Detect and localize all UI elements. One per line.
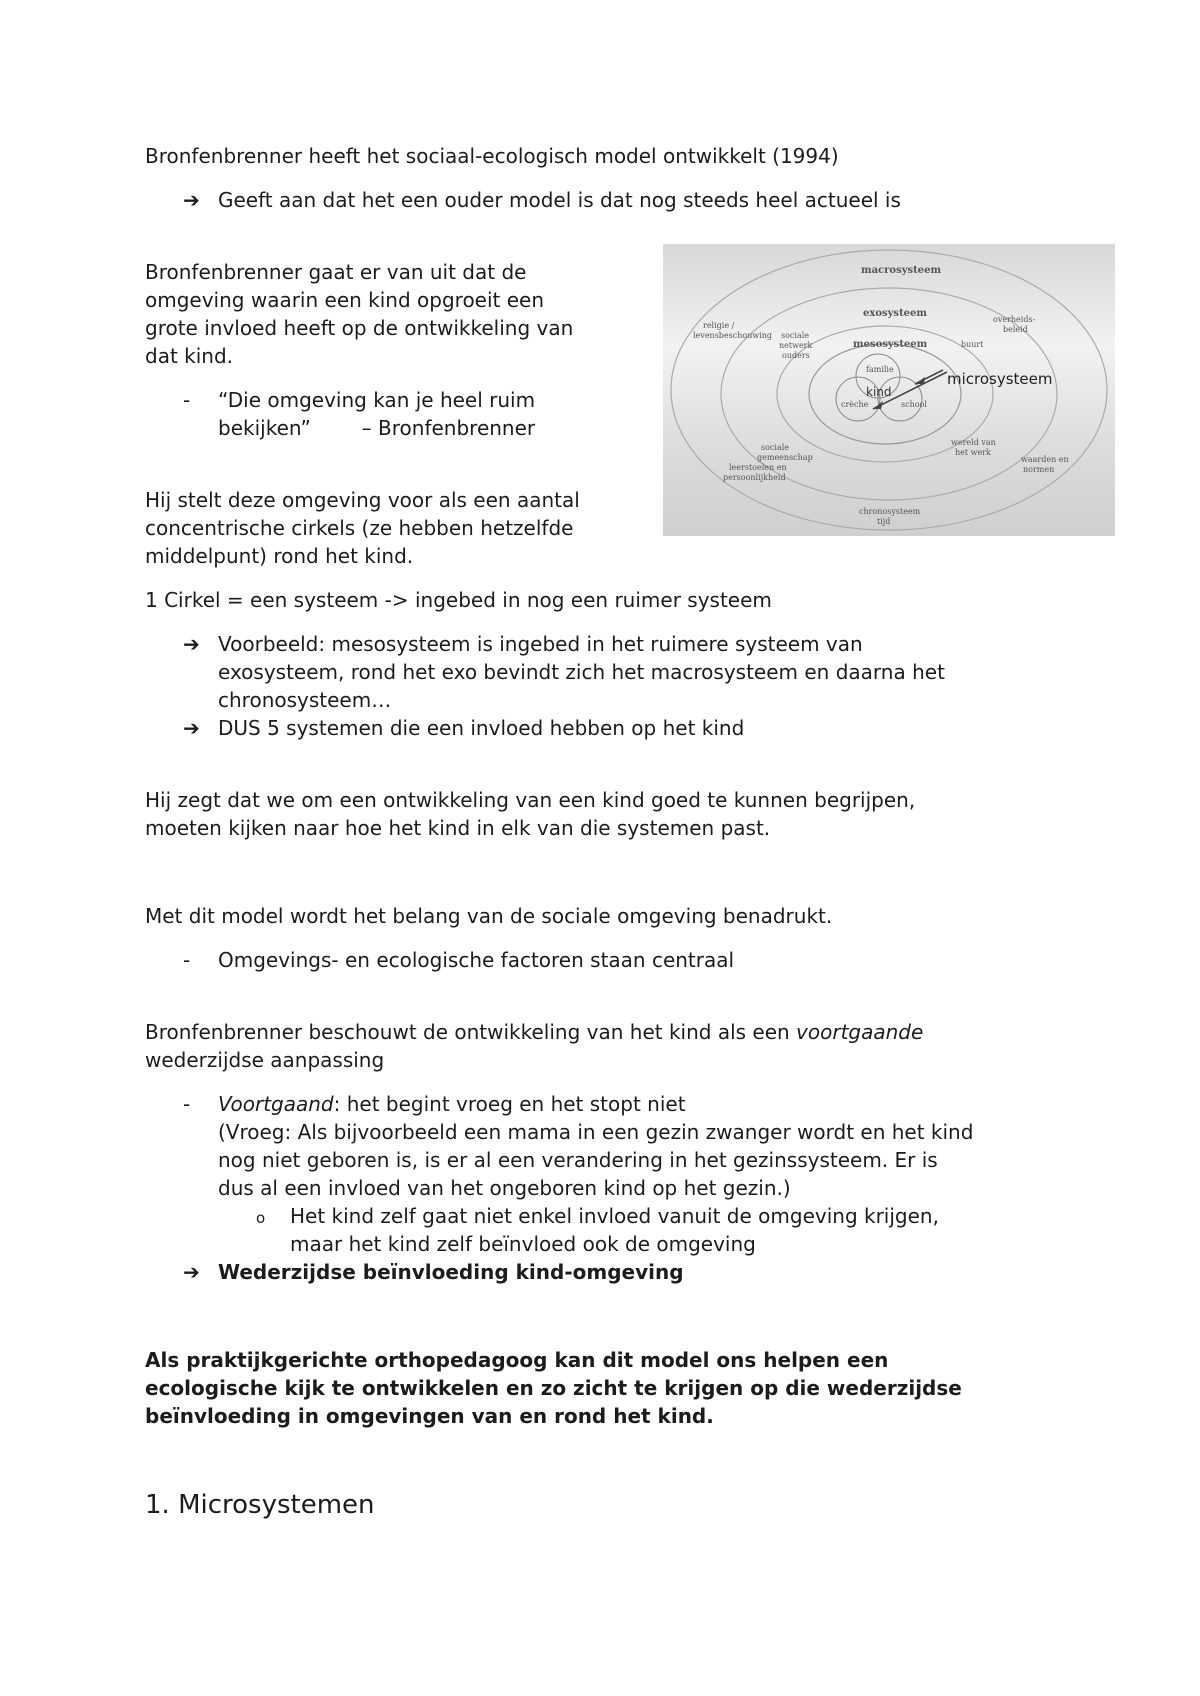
dash-bullet-rest: : het begint vroeg en het stopt niet	[333, 1092, 686, 1116]
fig-macro-label: macrosysteem	[861, 265, 942, 276]
paragraph-line: dat kind.	[145, 344, 234, 368]
dash-bullet-text: dus al een invloed van het ongeboren kind op het gezin.)	[218, 1176, 791, 1200]
arrow-bullet-text: exosysteem, rond het exo bevindt zich het macrosysteem en daarna het	[218, 660, 945, 684]
paragraph-line: wederzijdse aanpassing	[145, 1048, 385, 1072]
fig-creche-label: crèche	[841, 400, 869, 409]
arrow-bullet-icon: ➔	[183, 716, 200, 740]
paragraph-line: Hij stelt deze omgeving voor als een aantal	[145, 488, 580, 512]
fig-buurt-label: buurt	[961, 340, 984, 349]
arrow-bullet-text: chronosysteem…	[218, 688, 392, 712]
fig-kind-label: kind	[866, 385, 892, 399]
italic-term: Voortgaand	[218, 1092, 334, 1116]
paragraph-line: Bronfenbrenner gaat er van uit dat de	[145, 260, 527, 284]
fig-micro-label: microsysteem	[947, 370, 1053, 388]
arrow-bullet-text: Geeft aan dat het een ouder model is dat nog steeds heel actueel is	[218, 188, 901, 212]
arrow-bullet-text: DUS 5 systemen die een invloed hebben op het kind	[218, 716, 745, 740]
fig-media-label: persoonlijkheid	[723, 473, 786, 482]
paragraph-text: Bronfenbrenner beschouwt de ontwikkeling van het kind als een	[145, 1020, 797, 1044]
circle-bullet-icon: o	[256, 1209, 266, 1227]
quote-line: bekijken” – Bronfenbrenner	[218, 416, 536, 440]
dash-bullet-text: nog niet geboren is, is er al een verandering in het gezinssysteem. Er is	[218, 1148, 938, 1172]
section-heading: 1. Microsystemen	[145, 1490, 375, 1520]
paragraph-line: concentrische cirkels (ze hebben hetzelfde	[145, 516, 574, 540]
paragraph-line: 1 Cirkel = een systeem -> ingebed in nog een ruimer systeem	[145, 588, 772, 612]
fig-waarden-label: waarden en	[1021, 455, 1069, 464]
arrow-bullet-icon: ➔	[183, 1260, 200, 1284]
italic-term: voortgaande	[796, 1020, 924, 1044]
arrow-bullet-text: Voorbeeld: mesosysteem is ingebed in het ruimere systeem van	[218, 632, 863, 656]
quote-line: “Die omgeving kan je heel ruim	[218, 388, 536, 412]
fig-religie-label: levensbeschouwing	[693, 331, 773, 340]
dash-bullet-text: Omgevings- en ecologische factoren staan centraal	[218, 948, 735, 972]
paragraph-line: moeten kijken naar hoe het kind in elk van die systemen past.	[145, 816, 771, 840]
fig-werk-label: het werk	[955, 448, 991, 457]
dash-bullet-icon: -	[183, 1092, 191, 1116]
paragraph-line: Hij zegt dat we om een ontwikkeling van een kind goed te kunnen begrijpen,	[145, 788, 916, 812]
fig-familie-label: familie	[866, 365, 894, 374]
dash-bullet-icon: -	[183, 948, 191, 972]
fig-gemeenschap-label: gemeenschap	[757, 453, 813, 462]
fig-chrono-label: chronosysteem	[859, 507, 921, 516]
fig-werk-label: wereld van	[951, 438, 996, 447]
sub-bullet-text: Het kind zelf gaat niet enkel invloed vanuit de omgeving krijgen,	[290, 1204, 939, 1228]
paragraph-line	[145, 1018, 923, 1046]
paragraph-line: middelpunt) rond het kind.	[145, 544, 414, 568]
dash-bullet-text: (Vroeg: Als bijvoorbeeld een mama in een gezin zwanger wordt en het kind	[218, 1120, 974, 1144]
fig-netwerk-label: sociale	[781, 331, 810, 340]
arrow-bullet-icon: ➔	[183, 188, 200, 212]
paragraph-line: grote invloed heeft op de ontwikkeling van	[145, 316, 574, 340]
fig-netwerk-label: netwerk	[779, 341, 813, 350]
fig-netwerk-label: ouders	[782, 351, 810, 360]
sub-bullet-text: maar het kind zelf beïnvloed ook de omgeving	[290, 1232, 756, 1256]
fig-school-label: school	[901, 400, 927, 409]
fig-gemeenschap-label: sociale	[761, 443, 790, 452]
arrow-bullet-text-bold: Wederzijdse beïnvloeding kind-omgeving	[218, 1260, 684, 1284]
fig-chrono-label: tijd	[877, 517, 891, 526]
arrow-bullet-icon: ➔	[183, 632, 200, 656]
intro-paragraph: Bronfenbrenner heeft het sociaal-ecologisch model ontwikkelt (1994)	[145, 144, 839, 168]
fig-religie-label: religie /	[703, 321, 735, 330]
dash-bullet-text	[218, 1090, 686, 1118]
bronfenbrenner-diagram	[663, 244, 1115, 536]
conclusion-line: ecologische kijk te ontwikkelen en zo zicht te krijgen op die wederzijdse	[145, 1376, 962, 1400]
fig-overheid-label: overheids-	[993, 315, 1036, 324]
conclusion-line: beïnvloeding in omgevingen van en rond het kind.	[145, 1404, 714, 1428]
conclusion-line: Als praktijkgerichte orthopedagoog kan dit model ons helpen een	[145, 1348, 889, 1372]
fig-waarden-label: normen	[1023, 465, 1055, 474]
fig-overheid-label: beleid	[1003, 325, 1028, 334]
fig-exo-label: exosysteem	[863, 308, 927, 319]
fig-media-label: leerstoelen en	[729, 463, 787, 472]
paragraph-line: omgeving waarin een kind opgroeit een	[145, 288, 545, 312]
fig-meso-label: mesosysteem	[853, 339, 928, 350]
paragraph-line: Met dit model wordt het belang van de sociale omgeving benadrukt.	[145, 904, 833, 928]
dash-bullet-icon: -	[183, 388, 191, 412]
